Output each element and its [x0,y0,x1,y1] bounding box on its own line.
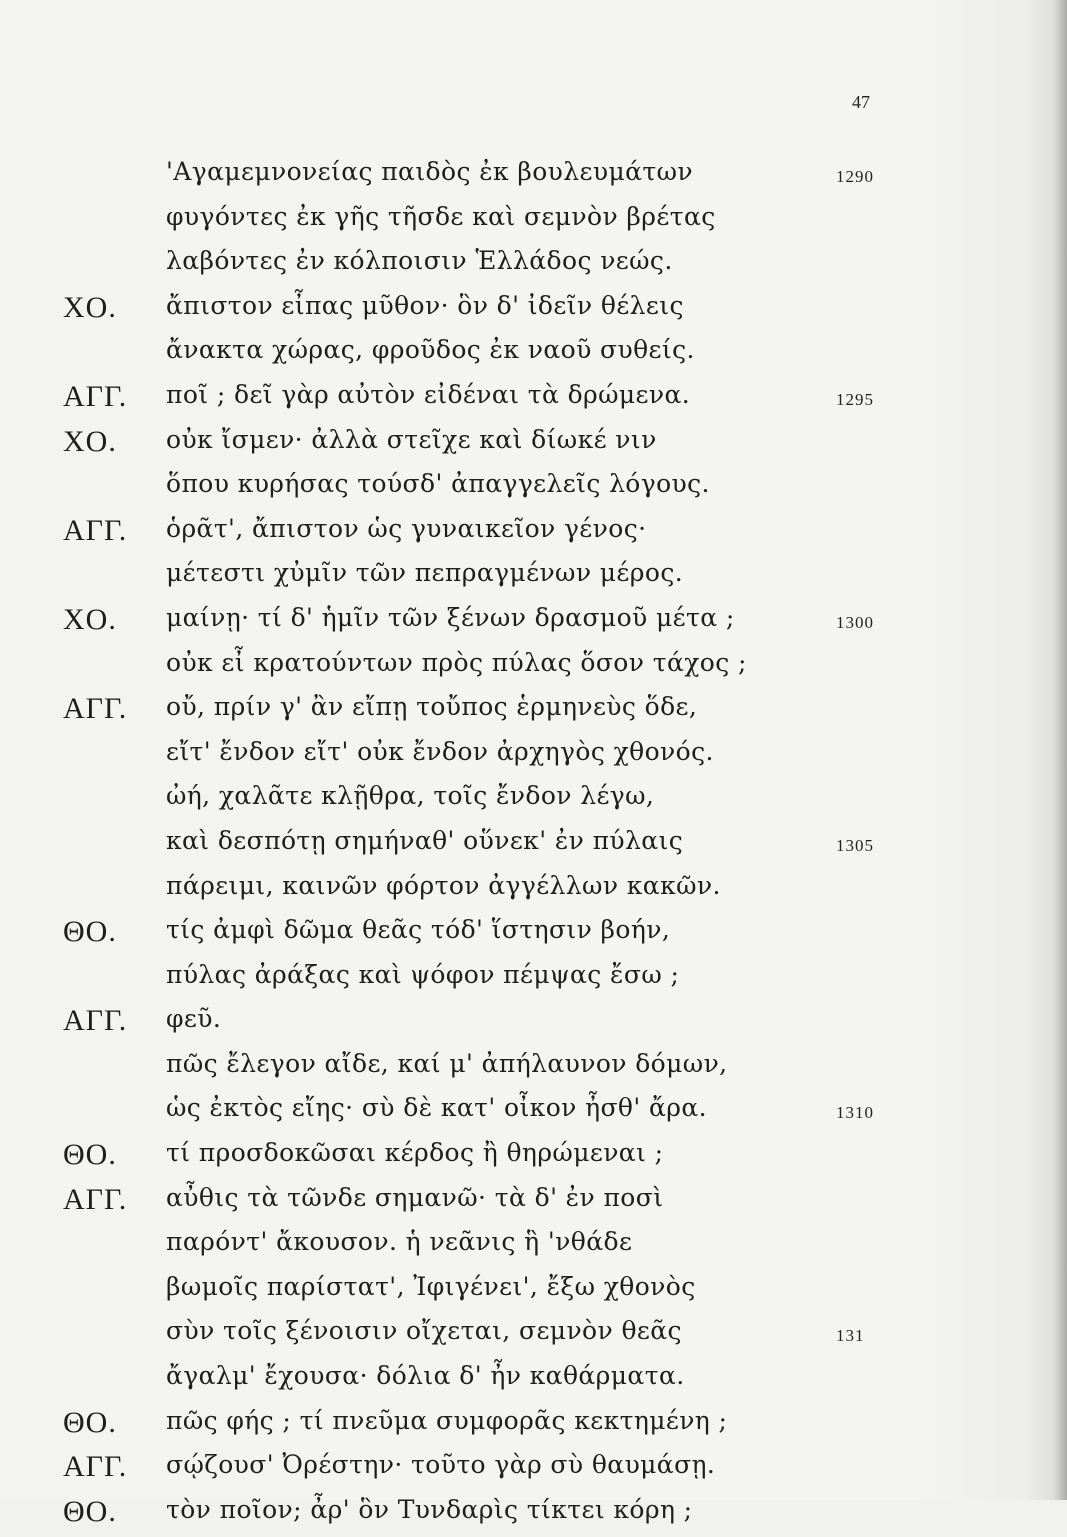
verse-line [0,556,1067,601]
verse-line [0,155,1067,200]
speaker-label: ΧΟ. [63,290,117,324]
verse-text: ἄπιστον εἶπας μῦθον· ὃν δ' ἰδεῖν θέλεις [166,290,684,320]
speaker-label: ΑΓΓ. [63,1004,128,1038]
speaker-label: ΘΟ. [63,1494,117,1528]
line-number: 1310 [836,1103,874,1123]
verse-text: πῶς ἔλεγον αἴδε, καί μ' ἀπήλαυνον δόμων, [166,1048,728,1078]
verse-line [0,1270,1067,1315]
verse-line [0,1091,1067,1136]
verse-text: ὡς ἐκτὸς εἴης· σὺ δὲ κατ' οἶκον ἦσθ' ἄρα. [166,1093,708,1123]
verse-text: πάρειμι, καινῶν φόρτον ἀγγέλλων κακῶν. [166,870,721,900]
verse-text: βωμοῖς παρίστατ', Ἰφιγένει', ἔξω χθονὸς [166,1271,696,1301]
verse-text: καὶ δεσπότῃ σημήναθ' οὕνεκ' ἐν πύλαις [166,825,684,855]
verse-text: ποῖ ; δεῖ γὰρ αὐτὸν εἰδέναι τὰ δρώμενα. [166,379,691,409]
verse-line [0,289,1067,334]
verse-text: εἴτ' ἔνδον εἴτ' οὐκ ἔνδον ἀρχηγὸς χθονός. [166,736,714,766]
speaker-label: ΑΓΓ. [63,379,128,413]
verse-line [0,646,1067,691]
verse-line [0,1136,1067,1181]
verse-text: σὺν τοῖς ξένοισιν οἴχεται, σεμνὸν θεᾶς [166,1316,682,1346]
page-number: 47 [852,92,870,112]
verse-line [0,735,1067,780]
verse-text: φυγόντες ἐκ γῆς τῆσδε καὶ σεμνὸν βρέτας [166,201,716,231]
verse-text: πύλας ἀράξας καὶ ψόφον πέμψας ἔσω ; [166,959,680,989]
verse-text: πῶς φής ; τί πνεῦμα συμφορᾶς κεκτημένη ; [166,1405,728,1435]
line-number: 131 [836,1326,865,1346]
speaker-label: ΑΓΓ. [63,692,128,726]
verse-line [0,467,1067,512]
verse-line [0,1002,1067,1047]
verse-text: τί προσδοκῶσαι κέρδος ἢ θηρώμεναι ; [166,1138,664,1168]
line-number: 1305 [836,835,874,855]
verse-line [0,958,1067,1003]
verse-text: αὖθις τὰ τῶνδε σημανῶ· τὰ δ' ἐν ποσὶ [166,1182,664,1212]
verse-text: οὐκ ἴσμεν· ἀλλὰ στεῖχε καὶ δίωκέ νιν [166,424,657,454]
verse-text: ἄνακτα χώρας, φροῦδος ἐκ ναοῦ συθείς. [166,335,695,365]
verse-block [0,155,1067,1537]
speaker-label: ΘΟ. [63,1405,117,1439]
verse-text: ὠή, χαλᾶτε κλῇθρα, τοῖς ἔνδον λέγω, [166,781,655,811]
verse-line [0,824,1067,869]
verse-line [0,601,1067,646]
verse-text: ὅπου κυρήσας τούσδ' ἀπαγγελεῖς λόγους. [166,469,710,499]
verse-text: λαβόντες ἐν κόλποισιν Ἑλλάδος νεώς. [166,246,673,276]
verse-text: 'Αγαμεμνονείας παιδὸς ἐκ βουλευμάτων [166,157,694,186]
line-number: 1300 [836,612,874,632]
verse-line [0,1181,1067,1226]
verse-text: ἄγαλμ' ἔχουσα· δόλια δ' ἦν καθάρματα. [166,1361,685,1391]
verse-line [0,1225,1067,1270]
verse-line [0,913,1067,958]
verse-line [0,378,1067,423]
verse-text: μαίνῃ· τί δ' ἡμῖν τῶν ξένων δρασμοῦ μέτα ; [166,602,735,632]
speaker-label: ΘΟ. [63,1138,117,1172]
verse-line [0,423,1067,468]
verse-text: οὔ, πρίν γ' ἂν εἴπῃ τοὔπος ἑρμηνεὺς ὅδε, [166,692,698,722]
line-number: 1290 [836,167,874,186]
verse-text: παρόντ' ἄκουσον. ἡ νεᾶνις ἣ 'νθάδε [166,1227,633,1257]
verse-line [0,1314,1067,1359]
verse-text: τὸν ποῖον; ἆρ' ὃν Τυνδαρὶς τίκτει κόρη ; [166,1494,693,1524]
verse-line [0,244,1067,289]
verse-text: σῴζουσ' Ὀρέστην· τοῦτο γὰρ σὺ θαυμάσῃ. [166,1450,716,1480]
verse-line [0,869,1067,914]
speaker-label: ΧΟ. [63,424,117,458]
verse-line [0,690,1067,735]
verse-line [0,333,1067,378]
verse-text: τίς ἀμφὶ δῶμα θεᾶς τόδ' ἵστησιν βοήν, [166,915,671,945]
verse-line [0,1404,1067,1449]
verse-line [0,1359,1067,1404]
verse-line [0,200,1067,245]
verse-line [0,512,1067,557]
verse-line [0,1493,1067,1537]
verse-line [0,779,1067,824]
verse-text: μέτεστι χὐμῖν τῶν πεπραγμένων μέρος. [166,558,684,588]
verse-text: οὐκ εἶ κρατούντων πρὸς πύλας ὅσον τάχος ; [166,647,747,677]
speaker-label: ΑΓΓ. [63,513,128,547]
verse-line [0,1448,1067,1493]
line-number: 1295 [836,389,874,409]
verse-text: ὁρᾶτ', ἄπιστον ὡς γυναικεῖον γένος· [166,513,647,543]
speaker-label: ΑΓΓ. [63,1450,128,1484]
speaker-label: ΑΓΓ. [63,1182,128,1216]
speaker-label: ΧΟ. [63,602,117,636]
verse-line [0,1047,1067,1092]
verse-text: φεῦ. [166,1004,222,1034]
speaker-label: ΘΟ. [63,915,117,949]
